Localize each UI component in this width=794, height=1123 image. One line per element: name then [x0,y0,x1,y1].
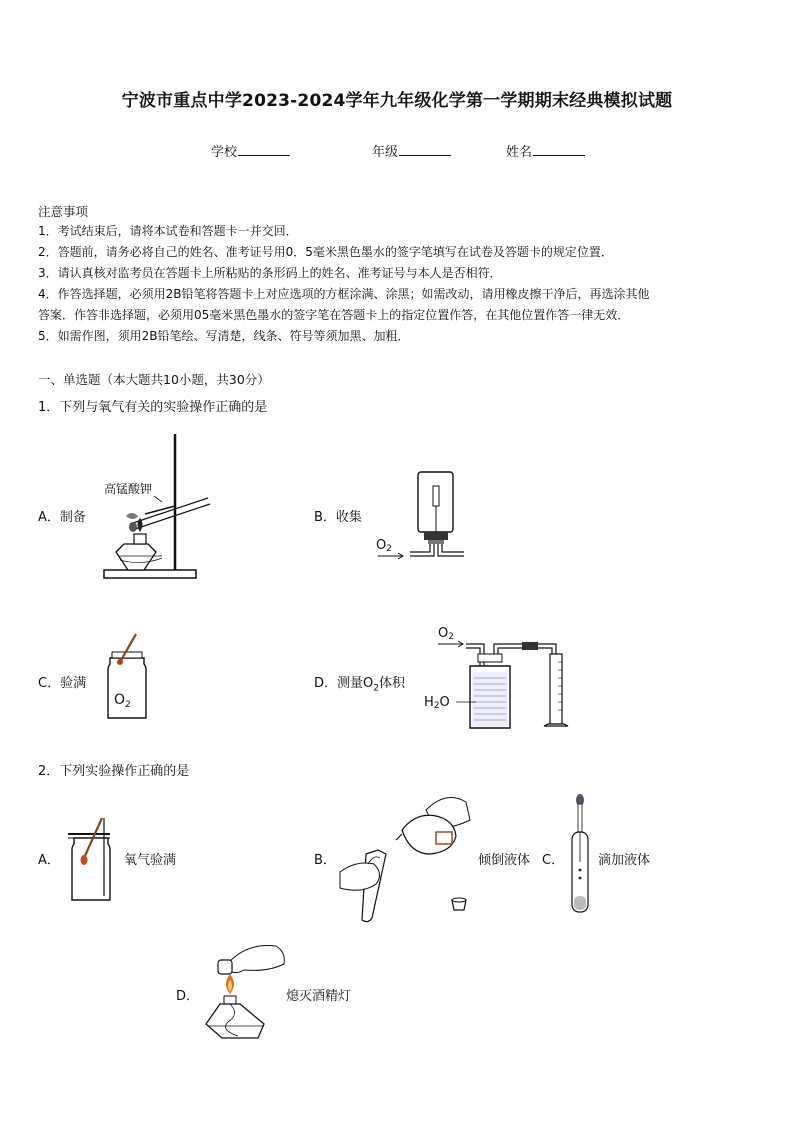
grade-label: 年级 [372,145,399,160]
q1-b-fig-text: O2 [376,538,392,554]
school-blank[interactable] [238,143,290,156]
note-item-5: 5．如需作图，须用2B铅笔绘、写清楚，线条、符号等须加黑、加粗． [38,329,410,343]
q2-b-figure [338,790,478,920]
q1-option-c-label[interactable]: C．验满 [38,676,87,691]
q1-a-fig-text: 高锰酸钾 [104,482,153,496]
note-item-2: 2．答题前，请务必将自己的姓名、准考证号用0．5毫米黑色墨水的签字笔填写在试卷及答题卡的规定位置． [38,245,613,259]
q2-option-a-text: 氧气验满 [124,853,177,868]
note-item-4-cont: 答案．作答非选择题，必须用05毫米黑色墨水的签字笔在答题卡上的指定位置作答，在其他位置作答一律无效． [38,308,630,322]
note-item-4: 4．作答选择题，必须用2B铅笔将答题卡上对应选项的方框涂满、涂黑；如需改动，请用橡皮擦干净后，再选涂其他 [38,287,650,301]
q1-option-b-label[interactable]: B．收集 [314,510,362,525]
q2-option-b-text: 倾倒液体 [478,853,531,868]
q1-stem: 1．下列与氧气有关的实验操作正确的是 [38,400,268,415]
school-label: 学校 [211,145,238,160]
name-field [506,141,585,160]
grade-field [372,141,451,160]
q1-c-figure [100,632,155,724]
q2-option-a-letter[interactable]: A． [38,853,60,868]
grade-blank[interactable] [399,143,451,156]
name-blank[interactable] [533,143,585,156]
q2-option-c-letter[interactable]: C． [542,853,565,868]
q2-d-figure [196,940,288,1042]
q2-option-c-text: 滴加液体 [598,853,651,868]
q2-a-figure [66,816,116,904]
q1-b-figure [374,468,469,563]
name-label: 姓名 [506,145,533,160]
q1-d-fig-o2: O2 [438,626,454,642]
notes-heading: 注意事项 [38,204,89,219]
note-item-3: 3．请认真核对监考员在答题卡上所粘贴的条形码上的姓名、准考证号与本人是否相符． [38,266,502,280]
q2-option-b-letter[interactable]: B． [314,853,336,868]
q2-stem: 2．下列实验操作正确的是 [38,764,190,779]
q1-a-figure [100,432,210,582]
q2-option-d-letter[interactable]: D． [176,989,200,1004]
q1-c-fig-text: $O_2$ [114,692,131,710]
q1-option-a-label[interactable]: A．制备 [38,510,86,525]
school-field [211,141,290,160]
note-item-1: 1．考试结束后，请将本试卷和答题卡一并交回． [38,224,298,238]
section-heading: 一、单选题（本大题共10小题，共30分） [38,372,270,387]
page-title: 宁波市重点中学2023-2024学年九年级化学第一学期期末经典模拟试题 [121,91,673,111]
q2-option-d-text: 熄灭酒精灯 [286,989,352,1004]
q1-d-fig-h2o: H2O [424,695,450,711]
q2-c-figure [568,792,592,916]
q1-d-figure [422,622,572,730]
q1-option-d-label[interactable]: D．测量$O_2$体积 [314,676,405,694]
